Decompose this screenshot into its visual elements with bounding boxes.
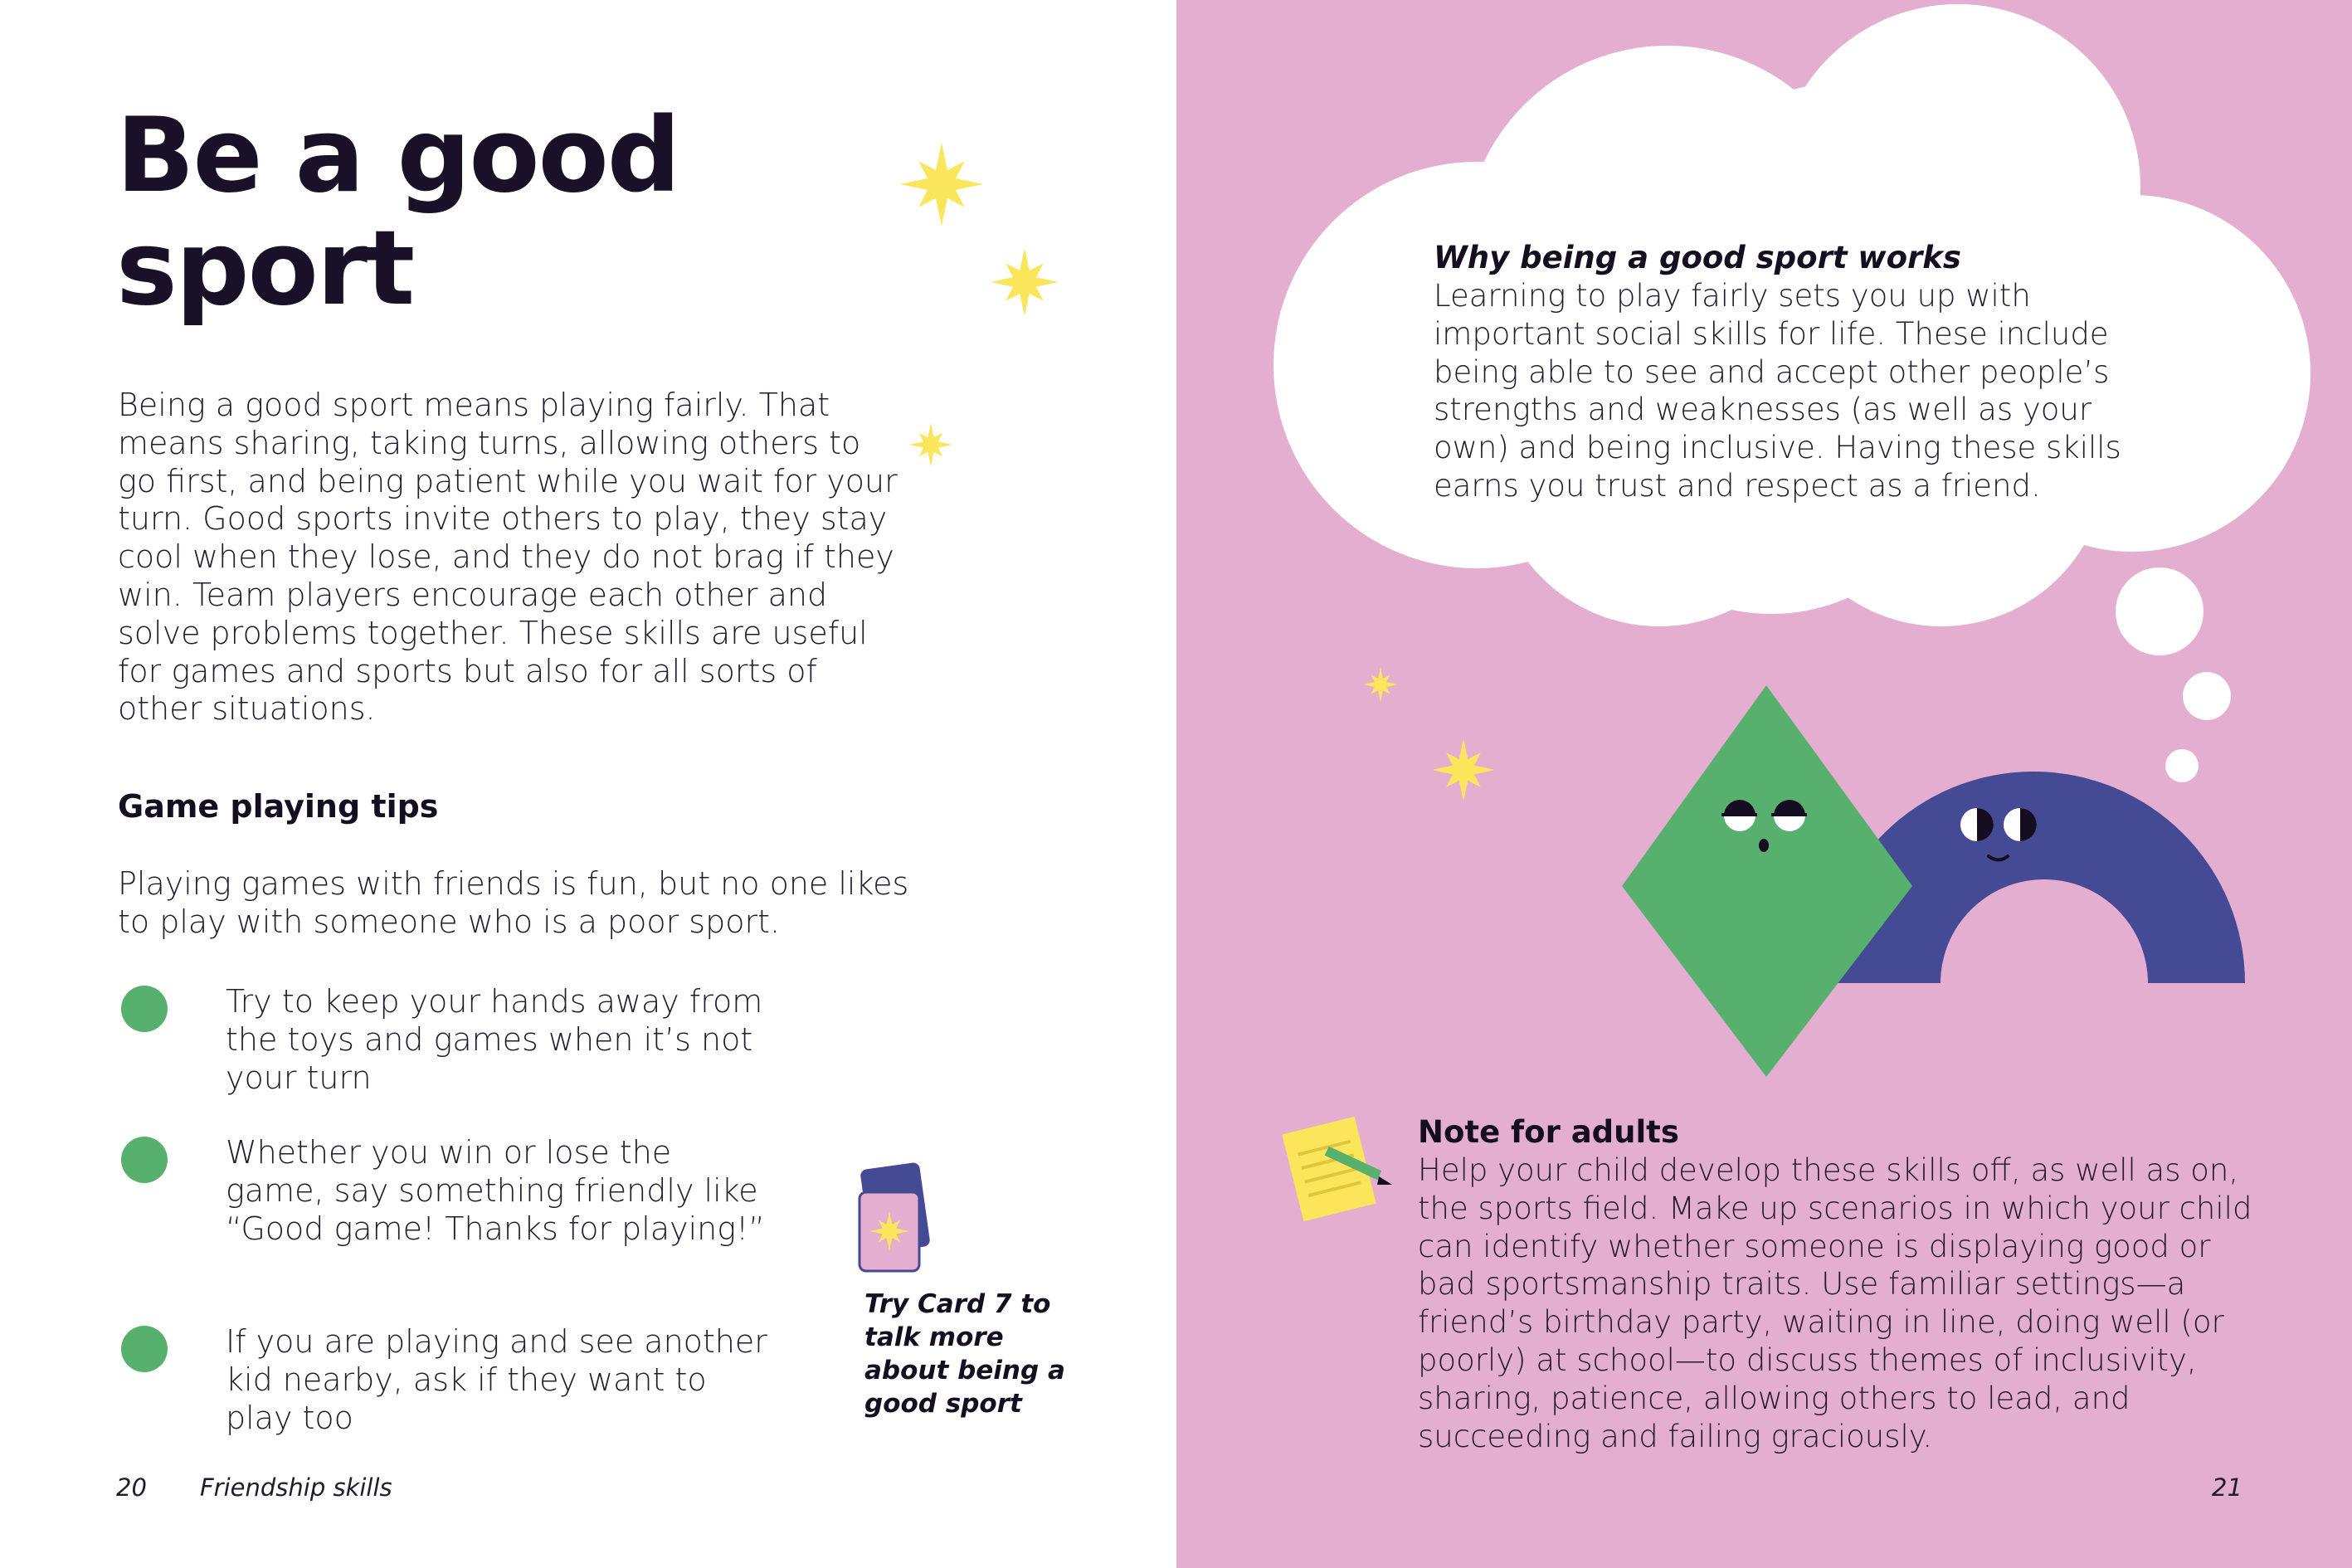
title-line-2: sport	[116, 209, 414, 329]
section-name: Friendship skills	[200, 1473, 392, 1502]
title-line-1: Be a good	[116, 96, 679, 216]
sparkle-star-icon	[900, 143, 983, 226]
tip-text: Whether you win or lose the game, say something friendly like “Good game! Thanks for playing!”	[226, 1134, 765, 1247]
bullet-dot-icon	[121, 986, 168, 1032]
sparkle-star-icon	[1363, 667, 1398, 702]
tip-text: If you are playing and see another kid nearby, ask if they want to play too	[226, 1323, 767, 1436]
intro-paragraph: Being a good sport means playing fairly. That means sharing, taking turns, allowing others to go first, and being patient while you wait for your turn. Good sports invite others to play, they stay cool when they lose, and they do not brag if they win. Team players encourage each other and solve problems together. These skills are useful for games and sports but also for all sorts of other situations.	[118, 387, 898, 728]
page-number-left: 20	[116, 1473, 147, 1502]
cloud-text-block	[1434, 239, 2164, 505]
page-title	[116, 96, 679, 329]
tips-intro: Playing games with friends is fun, but no one likes to play with someone who is a poor sport.	[118, 865, 909, 940]
page-number-right: 21	[2212, 1473, 2242, 1502]
card-caption: Try Card 7 to talk more about being a good sport	[864, 1289, 1065, 1419]
sparkle-star-icon	[1432, 738, 1495, 801]
bullet-dot-icon	[121, 1326, 168, 1372]
sparkle-star-icon	[991, 248, 1059, 316]
adult-note	[1418, 1113, 2264, 1455]
notepad-pencil-icon	[1282, 1117, 1392, 1222]
cloud-body: Learning to play fairly sets you up with important social skills for life. These include being able to see and accept other people’s strengths and weaknesses (as well as your own) and being inclusive. Having these skills earns you trust and respect as a friend.	[1434, 278, 2121, 504]
tip-text: Try to keep your hands away from the toys and games when it’s not your turn	[226, 983, 763, 1096]
note-heading: Note for adults	[1418, 1114, 1679, 1150]
cloud-heading: Why being a good sport works	[1434, 240, 1961, 275]
bullet-dot-icon	[121, 1137, 168, 1183]
diamond-character	[1622, 685, 1912, 1077]
game-card-icon	[859, 1161, 931, 1271]
tips-heading: Game playing tips	[118, 788, 439, 825]
note-body: Help your child develop these skills off, as well as on, the sports field. Make up scenarios in which your child can identify whether someone is displaying good or bad sportsmanship traits. Use familiar settings—a friend’s birthday party, waiting in line, doing well (or poorly) at school—to discuss themes of inclusivity, sharing, patience, allowing others to lead, and succeeding and failing graciously.	[1418, 1152, 2252, 1454]
sparkle-star-icon	[909, 423, 952, 466]
